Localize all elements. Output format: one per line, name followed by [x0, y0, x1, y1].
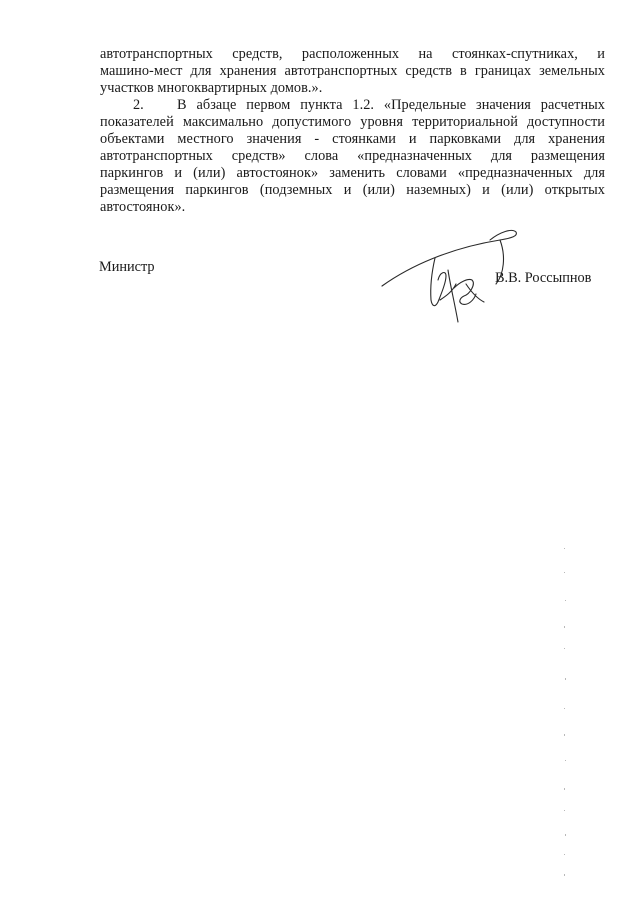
- paragraph-2-line-3: объектами местного значения - стоянками и парковками для хранения: [100, 131, 605, 147]
- paragraph-1-line-3: участков многоквартирных домов.».: [100, 80, 323, 96]
- paragraph-2-line-4: автотранспортных средств» слова «предназначенных для размещения: [100, 148, 605, 164]
- paragraph-2-line-7: автостоянок».: [100, 199, 186, 215]
- signatory-name: В.В. Россыпнов: [495, 270, 592, 286]
- paragraph-2-line-6: размещения паркингов (подземных и (или) наземных) и (или) открытых: [100, 182, 605, 198]
- scan-artifact: [562, 548, 568, 888]
- paragraph-2-line-5: паркингов и (или) автостоянок» заменить словами «предназначенных для: [100, 165, 605, 181]
- paragraph-1-line-2: машино-мест для хранения автотранспортных средств в границах земельных: [100, 63, 605, 79]
- paragraph-2-line-2: показателей максимально допустимого уровня территориальной доступности: [100, 114, 605, 130]
- paragraph-2-line-1: В абзаце первом пункта 1.2. «Предельные значения расчетных: [177, 97, 605, 113]
- signatory-title: Министр: [99, 259, 155, 275]
- paragraph-2-number: 2.: [133, 97, 144, 113]
- paragraph-1-line-1: автотранспортных средств, расположенных на стоянках-спутниках, и: [100, 46, 605, 62]
